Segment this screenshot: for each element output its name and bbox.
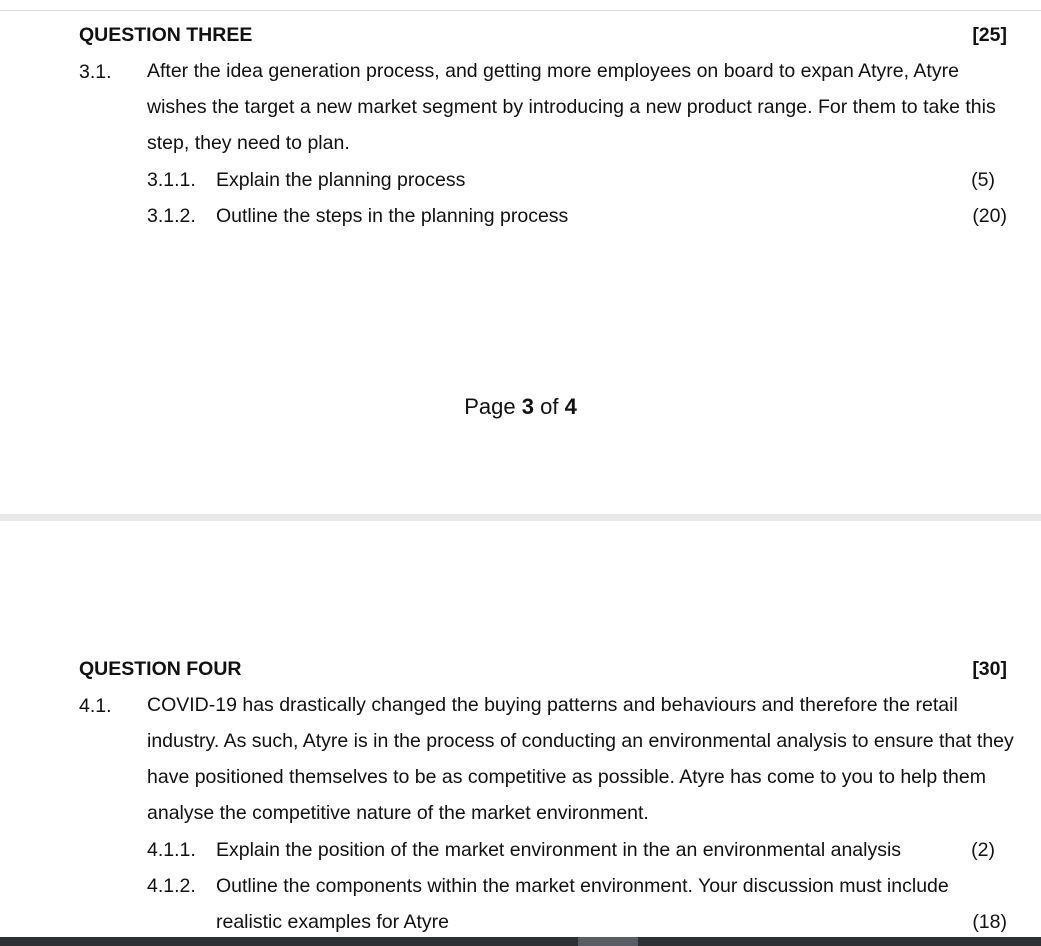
question-four-heading: QUESTION FOUR	[79, 658, 242, 680]
document-page-3	[0, 10, 1041, 514]
top-margin	[0, 0, 1041, 10]
scrollbar-thumb[interactable]	[578, 937, 638, 946]
subitem-text-4-1-1: Explain the position of the market environment in the an environmental analysis	[216, 839, 902, 861]
page-number-footer	[0, 394, 1041, 420]
subitem-marks-4-1-2: (18)	[972, 911, 1007, 933]
subitem-text-3-1-1: Explain the planning process	[216, 169, 466, 191]
subitem-text-4-1-2: Outline the components within the market environment. Your discussion must include	[216, 875, 949, 897]
total-page-number: 4	[564, 394, 577, 419]
item-number-3-1: 3.1.	[79, 61, 112, 83]
subitem-number-3-1-1: 3.1.1.	[147, 169, 196, 191]
subitem-number-4-1-1: 4.1.1.	[147, 839, 196, 861]
question-four-marks: [30]	[972, 658, 1007, 680]
subitem-marks-3-1-2: (20)	[972, 205, 1007, 227]
subitem-text-3-1-2: Outline the steps in the planning process	[216, 205, 569, 227]
subitem-text-4-1-2-continued: realistic examples for Atyre	[216, 911, 450, 933]
subitem-marks-4-1-1: (2)	[971, 839, 995, 861]
subitem-marks-3-1-1: (5)	[971, 169, 995, 191]
item-number-4-1: 4.1.	[79, 695, 112, 717]
question-4-1-paragraph: COVID-19 has drastically changed the buying patterns and behaviours and therefore the retail industry. As such, Atyre is in the process of conducting an environmental analysis to ensure that they have positioned themselves to be as competitive as possible. Atyre has come to you to help them analyse the competitive nature of the market environment.	[147, 694, 1014, 824]
page-label: Page	[464, 394, 516, 419]
question-3-1-paragraph: After the idea generation process, and getting more employees on board to expan Atyre, Atyre wishes the target a new market segment by introducing a new product range. For them to take this step, they need to plan.	[147, 60, 996, 154]
subitem-number-3-1-2: 3.1.2.	[147, 205, 196, 227]
document-page-4	[0, 521, 1041, 946]
question-three-marks: [25]	[972, 24, 1007, 46]
subitem-number-4-1-2: 4.1.2.	[147, 875, 196, 897]
of-label: of	[540, 394, 559, 419]
question-three-heading: QUESTION THREE	[79, 24, 253, 46]
current-page-number: 3	[521, 394, 534, 419]
horizontal-scrollbar[interactable]	[0, 937, 1041, 946]
